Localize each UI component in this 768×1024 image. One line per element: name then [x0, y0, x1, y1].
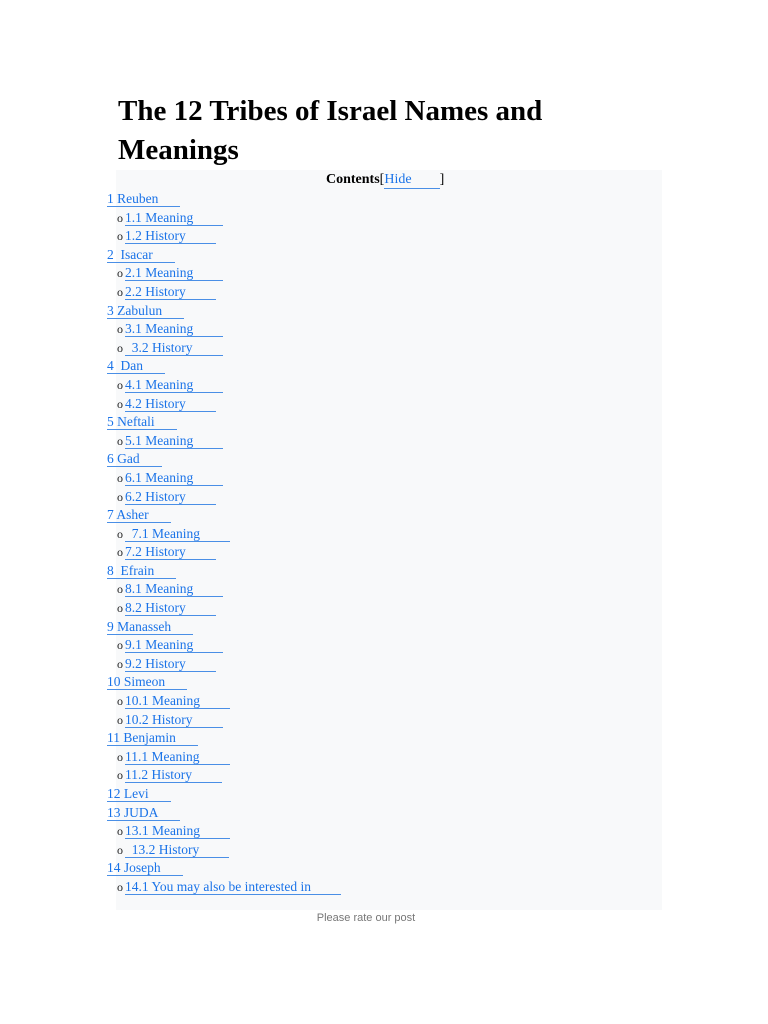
toc-item: [96, 357, 341, 376]
circle-bullet-icon: o: [117, 266, 123, 281]
toc-subitem: [96, 469, 341, 488]
circle-bullet-icon: o: [117, 210, 123, 225]
toc-subitem: [96, 655, 341, 674]
toc-sublink[interactable]: 8.2 History: [125, 600, 216, 616]
toc-subitem: [96, 264, 341, 283]
circle-bullet-icon: o: [117, 582, 123, 597]
toc-link[interactable]: 8 Efrain: [107, 563, 176, 579]
rate-post-text: Please rate our post: [316, 912, 416, 924]
circle-bullet-icon: o: [117, 712, 123, 727]
toc-link[interactable]: 13 JUDA: [107, 805, 180, 821]
toc-sublink[interactable]: 13.1 Meaning: [125, 823, 230, 839]
toc-subitem: [96, 878, 341, 897]
circle-bullet-icon: o: [117, 601, 123, 616]
toc-sublink[interactable]: 9.2 History: [125, 656, 216, 672]
toc-link[interactable]: 6 Gad: [107, 451, 162, 467]
toc-sublink[interactable]: 3.2 History: [125, 340, 223, 356]
toc-sublink[interactable]: 6.2 History: [125, 489, 216, 505]
toc-link[interactable]: 12 Levi: [107, 786, 171, 802]
toc-sublink[interactable]: 1.1 Meaning: [125, 210, 223, 226]
circle-bullet-icon: o: [117, 340, 123, 355]
circle-bullet-icon: o: [117, 824, 123, 839]
toc-sublink[interactable]: 10.2 History: [125, 712, 223, 728]
toc-subitem: [96, 822, 341, 841]
toc-subitem: [96, 320, 341, 339]
circle-bullet-icon: o: [117, 284, 123, 299]
circle-bullet-icon: o: [117, 842, 123, 857]
circle-bullet-icon: o: [117, 638, 123, 653]
toc-sublink[interactable]: 1.2 History: [125, 228, 216, 244]
toc-item: [96, 562, 341, 581]
toc-item: [96, 302, 341, 321]
circle-bullet-icon: o: [117, 656, 123, 671]
circle-bullet-icon: o: [117, 749, 123, 764]
toc-link[interactable]: 3 Zabulun: [107, 303, 184, 319]
toc-link[interactable]: 1 Reuben: [107, 191, 180, 207]
toc-item: [96, 246, 341, 265]
toc-sublink[interactable]: 5.1 Meaning: [125, 433, 223, 449]
toc-sublink[interactable]: 11.1 Meaning: [125, 749, 230, 765]
toc-subitem: [96, 432, 341, 451]
toc-item: [96, 729, 341, 748]
toc-item: [96, 506, 341, 525]
toc-subitem: [96, 395, 341, 414]
toc-link[interactable]: 4 Dan: [107, 358, 165, 374]
close-bracket: ]: [439, 172, 445, 187]
hide-toc-link[interactable]: Hide: [384, 172, 439, 189]
toc-subitem: [96, 339, 341, 358]
circle-bullet-icon: o: [117, 489, 123, 504]
toc-item: [96, 673, 341, 692]
toc-sublink[interactable]: 6.1 Meaning: [125, 470, 223, 486]
circle-bullet-icon: o: [117, 470, 123, 485]
toc-sublink[interactable]: 10.1 Meaning: [125, 693, 230, 709]
toc-sublink[interactable]: 7.2 History: [125, 544, 216, 560]
circle-bullet-icon: o: [117, 694, 123, 709]
toc-subitem: [96, 580, 341, 599]
toc-item: [96, 190, 341, 209]
toc-subitem: [96, 636, 341, 655]
toc-item: [96, 785, 341, 804]
circle-bullet-icon: o: [117, 526, 123, 541]
toc-item: [96, 859, 341, 878]
toc-subitem: [96, 227, 341, 246]
circle-bullet-icon: o: [117, 396, 123, 411]
toc-sublink[interactable]: 4.1 Meaning: [125, 377, 223, 393]
open-bracket: [: [379, 172, 385, 187]
toc-link[interactable]: 11 Benjamin: [107, 730, 198, 746]
toc-subitem: [96, 283, 341, 302]
toc-sublink[interactable]: 13.2 History: [125, 842, 229, 858]
circle-bullet-icon: o: [117, 322, 123, 337]
toc-link[interactable]: 2 Isacar: [107, 247, 175, 263]
circle-bullet-icon: o: [117, 229, 123, 244]
toc-item: [96, 618, 341, 637]
toc-link[interactable]: 10 Simeon: [107, 674, 187, 690]
contents-label: Contents: [326, 172, 380, 187]
toc-sublink[interactable]: 9.1 Meaning: [125, 637, 223, 653]
page-title: The 12 Tribes of Israel Names and Meanings: [118, 95, 543, 166]
toc-subitem: [96, 376, 341, 395]
toc-item: [96, 413, 341, 432]
toc-subitem: [96, 748, 341, 767]
toc-link[interactable]: 14 Joseph: [107, 860, 183, 876]
toc-subitem: [96, 525, 341, 544]
toc-sublink[interactable]: 14.1 You may also be interested in: [125, 879, 341, 895]
toc-link[interactable]: 7 Asher: [107, 507, 171, 523]
toc-item: [96, 450, 341, 469]
circle-bullet-icon: o: [117, 545, 123, 560]
toc-sublink[interactable]: 2.2 History: [125, 284, 216, 300]
toc-sublink[interactable]: 7.1 Meaning: [125, 526, 230, 542]
toc-sublink[interactable]: 8.1 Meaning: [125, 581, 223, 597]
toc-item: [96, 804, 341, 823]
circle-bullet-icon: o: [117, 879, 123, 894]
toc-subitem: [96, 488, 341, 507]
toc-sublink[interactable]: 11.2 History: [125, 767, 222, 783]
toc-subitem: [96, 209, 341, 228]
toc-subitem: [96, 711, 341, 730]
circle-bullet-icon: o: [117, 433, 123, 448]
circle-bullet-icon: o: [117, 768, 123, 783]
toc-sublink[interactable]: 3.1 Meaning: [125, 321, 223, 337]
toc-subitem: [96, 766, 341, 785]
toc-list: [96, 190, 341, 897]
toc-heading: [326, 171, 444, 189]
toc-sublink[interactable]: 4.2 History: [125, 396, 216, 412]
toc-sublink[interactable]: 2.1 Meaning: [125, 265, 223, 281]
toc-subitem: [96, 692, 341, 711]
toc-subitem: [96, 841, 341, 860]
toc-subitem: [96, 599, 341, 618]
toc-link[interactable]: 9 Manasseh: [107, 619, 193, 635]
toc-subitem: [96, 543, 341, 562]
toc-link[interactable]: 5 Neftali: [107, 414, 177, 430]
circle-bullet-icon: o: [117, 377, 123, 392]
